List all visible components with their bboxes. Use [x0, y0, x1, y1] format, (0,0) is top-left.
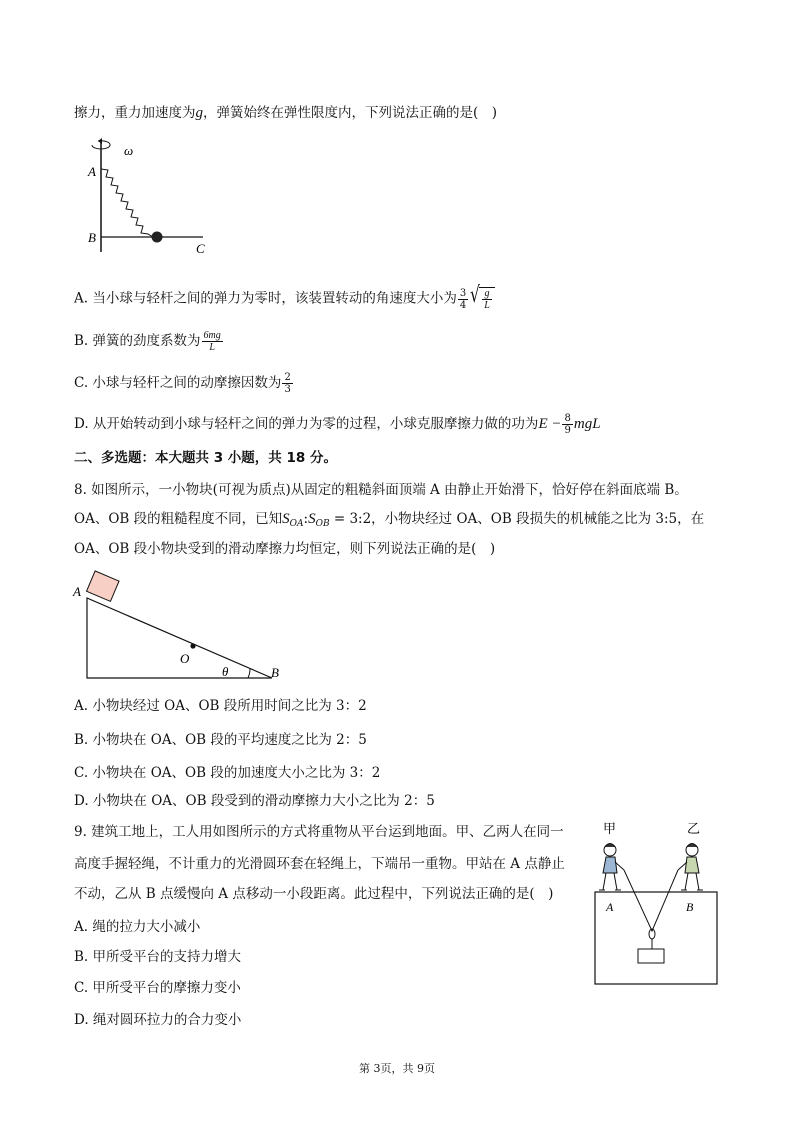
fraction [458, 288, 468, 311]
q8-line2 [74, 510, 704, 533]
point-O [190, 643, 195, 648]
q9-option-b: B. 甲所受平台的支持力增大 [74, 949, 242, 965]
q7-option-a [74, 283, 495, 311]
q9-option-a: A. 绳的拉力大小减小 [74, 919, 201, 935]
q7-intro-text: 擦力，重力加速度为 [74, 105, 196, 121]
fraction [562, 413, 572, 436]
q8-option-c: C. 小物块在 OA、OB 段的加速度大小之比为 3：2 [74, 765, 381, 781]
q8-line3: OA、OB 段小物块受到的滑动摩擦力均恒定，则下列说法正确的是( ) [74, 541, 496, 557]
sqrt-den: L [484, 300, 490, 311]
q8-line1: 8. 如图所示，一小物块(可视为质点)从固定的粗糙斜面顶端 A 由静止开始滑下，恰好停在斜面底端 B。 [74, 482, 688, 498]
q8-figure [72, 573, 292, 683]
worker-jia [599, 844, 624, 891]
colon: : [303, 511, 309, 527]
frac-den: L [209, 342, 215, 353]
label-theta: θ [222, 664, 229, 679]
fraction [282, 372, 292, 395]
label-B: B [686, 900, 694, 914]
rope [624, 870, 678, 931]
frac-den: 9 [564, 425, 571, 436]
q7-option-a-text: A. 当小球与轻杆之间的弹力为零时，该装置转动的角速度大小为 [74, 290, 457, 307]
worker-yi [678, 844, 703, 891]
section-heading: 二、多选题：本大题共 3 小题，共 18 分。 [74, 450, 337, 466]
q9-option-d: D. 绳对圆环拉力的合力变小 [74, 1012, 242, 1028]
s-symbol: S [308, 511, 316, 527]
q7-option-c-text: C. 小球与轻杆之间的动摩擦因数为 [74, 375, 282, 391]
q8-line2-a: OA、OB 段的粗糙程度不同，已知 [74, 511, 283, 527]
q7-intro [74, 104, 497, 122]
frac-den: 4 [459, 299, 467, 311]
q8-option-d: D. 小物块在 OA、OB 段受到的滑动摩擦力大小之比为 2：5 [74, 793, 435, 809]
frac-num: 2 [284, 372, 291, 383]
s-sub: OA [289, 519, 304, 529]
q7-option-c [74, 372, 294, 395]
label-yi: 乙 [687, 822, 701, 837]
q9-option-c: C. 甲所受平台的摩擦力变小 [74, 980, 241, 996]
incline [87, 598, 272, 678]
q7-option-d [74, 413, 601, 436]
angle-arc [248, 669, 250, 678]
rotation-arrowhead-icon [98, 138, 102, 144]
q7-figure [78, 135, 218, 260]
page-footer: 第 3页，共 9页 [359, 1062, 435, 1075]
q8-option-a: A. 小物块经过 OA、OB 段所用时间之比为 3：2 [74, 698, 367, 714]
expr-post: mgL [573, 416, 601, 432]
fraction [202, 330, 223, 353]
q9-figure [590, 818, 720, 988]
ball [152, 232, 163, 243]
q7-g-symbol: g [195, 105, 203, 121]
label-A: A [606, 900, 614, 914]
q9-line3: 不动，乙从 B 点缓慢向 A 点移动一小段距离。此过程中，下列说法正确的是( ) [74, 886, 554, 902]
frac-num: 8 [564, 413, 571, 424]
omega-label: ω [124, 143, 134, 158]
q7-option-b-text: B. 弹簧的劲度系数为 [74, 333, 201, 349]
q9-line1: 9. 建筑工地上，工人用如图所示的方式将重物从平台运到地面。甲、乙两人在同一 [74, 824, 564, 840]
sqrt-num: g [482, 288, 492, 300]
expr-pre: E − [538, 416, 562, 432]
label-A: A [73, 584, 81, 599]
s-sub: OB [315, 519, 330, 529]
q7-intro-rest: ，弹簧始终在弹性限度内，下列说法正确的是( ) [203, 105, 498, 121]
label-jia: 甲 [603, 822, 617, 837]
q8-line2-b: = 3:2，小物块经过 OA、OB 段损失的机械能之比为 3:5，在 [329, 511, 705, 527]
q8-option-b: B. 小物块在 OA、OB 段的平均速度之比为 2：5 [74, 732, 367, 748]
label-A: A [88, 164, 96, 179]
label-O: O [180, 651, 190, 666]
sqrt: √ $\frac{g}{L}$ [470, 287, 495, 311]
weight [638, 949, 664, 963]
frac-den: 3 [284, 384, 291, 395]
frac-num: 3 [459, 287, 467, 299]
label-C: C [196, 241, 205, 256]
spring [101, 169, 153, 237]
frac-num: 6mg [203, 330, 221, 341]
label-B: B [271, 665, 279, 680]
label-B: B [88, 230, 96, 245]
q7-option-d-text: D. 从开始转动到小球与轻杆之间的弹力为零的过程，小球克服摩擦力做的功为 [74, 416, 539, 432]
q9-line2: 高度手握轻绳，不计重力的光滑圆环套在轻绳上，下端吊一重物。甲站在 A 点静止 [74, 856, 565, 872]
s-symbol: S [282, 511, 290, 527]
q7-option-b [74, 330, 224, 353]
block [87, 571, 120, 601]
